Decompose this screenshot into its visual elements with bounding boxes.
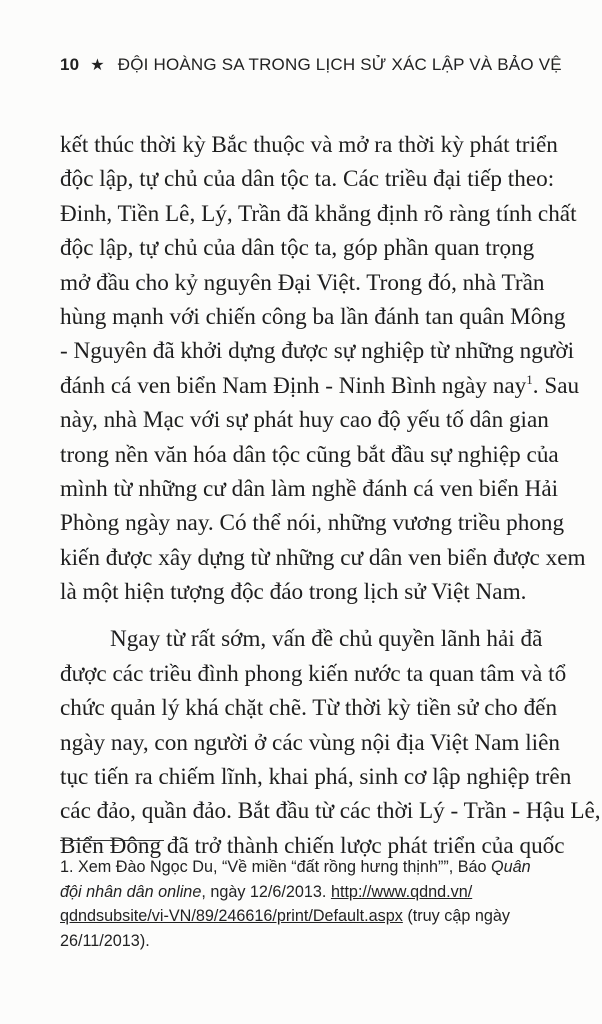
text-fragment: đánh cá ven biển Nam Định - Ninh Bình ngày nay [60,372,527,399]
text-line: là một hiện tượng độc đáo trong lịch sử Việt Nam. [60,579,527,606]
footnote-text: , ngày 12/6/2013. [201,882,331,901]
paragraph-first-line: Ngay từ rất sớm, vấn đề chủ quyền lãnh hải đã [110,626,543,653]
newspaper-name: Quân [491,858,531,876]
book-title: ĐỘI HOÀNG SA TRONG LỊCH SỬ XÁC LẬP VÀ BẢO VỆ [117,55,562,74]
text-line: các đảo, quần đảo. Bắt đầu từ các thời Lý - Trần - Hậu Lê, [60,798,601,825]
text-line: mình từ những cư dân làm nghề đánh cá ven biển Hải [60,475,559,502]
footnote-text: (truy cập ngày [402,907,510,925]
source-link[interactable]: qdndsubsite/vi-VN/89/246616/print/Default.aspx [60,907,403,925]
text-line: hùng mạnh với chiến công ba lần đánh tan quân Mông [60,303,566,330]
text-line-with-note [60,369,580,403]
page-number: 10 [60,55,80,74]
footnote-divider [60,840,164,841]
text-line: trong nền văn hóa dân tộc cũng bắt đầu sự nghiệp của [60,441,559,468]
newspaper-name: đội nhân dân online [60,882,202,901]
text-line: Biển Đông đã trở thành chiến lược phát triển của quốc [60,832,565,859]
text-line: kiến được xây dựng từ những cư dân ven biển được xem [60,544,586,571]
text-line: độc lập, tự chủ của dân tộc ta, góp phần quan trọng [60,235,535,262]
text-line: chức quản lý khá chặt chẽ. Từ thời kỳ tiền sử cho đến [60,695,558,722]
footnote-reference[interactable]: 1 [526,371,533,387]
running-header [60,55,580,75]
footnote-line [60,904,580,929]
text-line: kết thúc thời kỳ Bắc thuộc và mở ra thời kỳ phát triển [60,132,558,158]
source-link[interactable]: http://www.qdnd.vn/ [330,882,473,901]
footnote-line [60,855,580,880]
footnote [60,855,580,953]
footnote-line [60,880,580,905]
text-line: tục tiến ra chiếm lĩnh, khai phá, sinh cơ lập nghiệp trên [60,764,572,791]
text-line: ngày nay, con người ở các vùng nội địa Việt Nam liên [60,729,560,756]
text-line: - Nguyên đã khởi dựng được sự nghiệp từ những người [60,338,575,365]
text-line: Phòng ngày nay. Có thể nói, những vương triều phong [60,510,565,537]
text-line: Đinh, Tiền Lê, Lý, Trần đã khẳng định rõ ràng tính chất [60,200,577,227]
text-fragment: . Sau [532,372,580,399]
footnote-text: 1. Xem Đào Ngọc Du, “Về miền “đất rồng hưng thịnh””, Báo [60,858,492,876]
text-line: độc lập, tự chủ của dân tộc ta. Các triều đại tiếp theo: [60,166,555,193]
text-line: mở đầu cho kỷ nguyên Đại Việt. Trong đó, nhà Trần [60,269,545,296]
text-line: được các triều đình phong kiến nước ta quan tâm và tổ [60,660,567,687]
footnote-line: 26/11/2013). [60,931,150,950]
text-line: này, nhà Mạc với sự phát huy cao độ yếu tố dân gian [60,407,549,434]
body-text [60,128,601,863]
star-icon: ★ [90,57,105,74]
